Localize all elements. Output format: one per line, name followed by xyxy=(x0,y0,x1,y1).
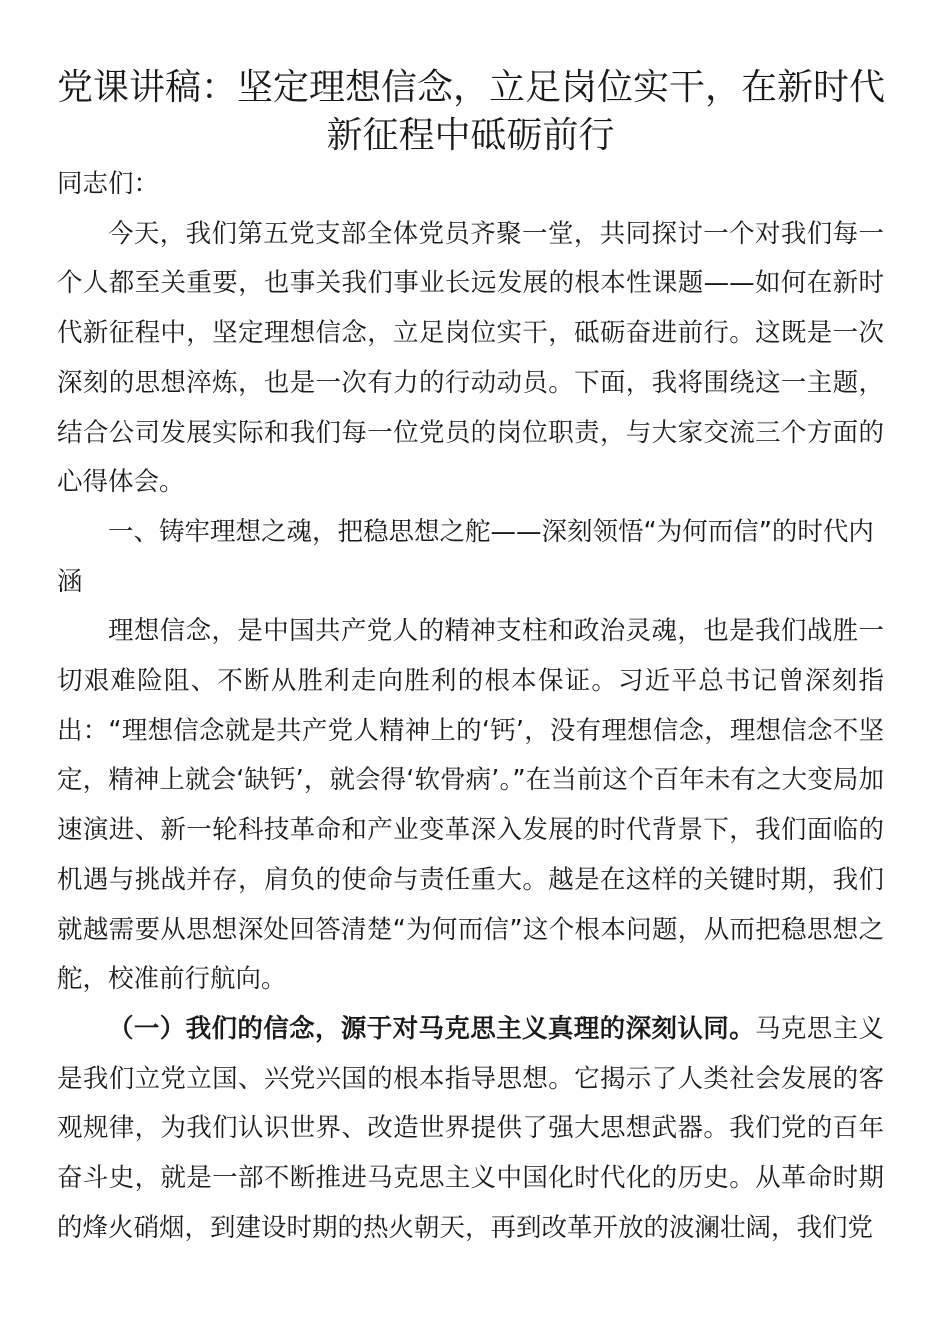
salutation: 同志们： xyxy=(57,169,160,199)
document-title xyxy=(57,64,884,160)
title-line-2: 新征程中砥砺前行 xyxy=(326,115,615,156)
paragraph-ideals: 理想信念，是中国共产党人的精神支柱和政治灵魂，也是我们战胜一切艰难险阻、不断从胜利走向胜利的根本保证。习近平总书记曾深刻指出：“理想信念就是共产党人精神上的‘钙’，没有理想信念，理想信念不坚定，精神上就会‘缺钙’，就会得‘软骨病’。”在当前这个百年未有之大变局加速演进、新一轮科技革命和产业变革深入发展的时代背景下，我们面临的机遇与挑战并存，肩负的使命与责任重大。越是在这样的关键时期，我们就越需要从思想深处回答清楚“为何而信”这个根本问题，从而把稳思想之舵，校准前行航向。 xyxy=(57,616,884,995)
paragraph-marxism-body: 马克思主义是我们立党立国、兴党兴国的根本指导思想。它揭示了人类社会发展的客观规律，为我们认识世界、改造世界提供了强大思想武器。我们党的百年奋斗史，就是一部不断推进马克思主义中国化时代化的历史。从革命时期的烽火硝烟，到建设时期的热火朝天，再到改革开放的波澜壮阔，我们党 xyxy=(57,1013,884,1243)
section-heading-1: 一、铸牢理想之魂，把稳思想之舵——深刻领悟“为何而信”的时代内涵 xyxy=(57,516,874,597)
paragraph-intro: 今天，我们第五党支部全体党员齐聚一堂，共同探讨一个对我们每一个人都至关重要，也事关我们事业长远发展的根本性课题——如何在新时代新征程中，坚定理想信念，立足岗位实干，砥砺奋进前行。这既是一次深刻的思想淬炼，也是一次有力的行动动员。下面，我将围绕这一主题，结合公司发展实际和我们每一位党员的岗位职责，与大家交流三个方面的心得体会。 xyxy=(57,218,884,498)
title-line-1: 党课讲稿：坚定理想信念，立足岗位实干，在新时代 xyxy=(57,67,886,108)
subsection-heading-1: （一）我们的信念，源于对马克思主义真理的深刻认同。 xyxy=(108,1013,755,1044)
paragraph-marxism xyxy=(57,1005,884,1254)
